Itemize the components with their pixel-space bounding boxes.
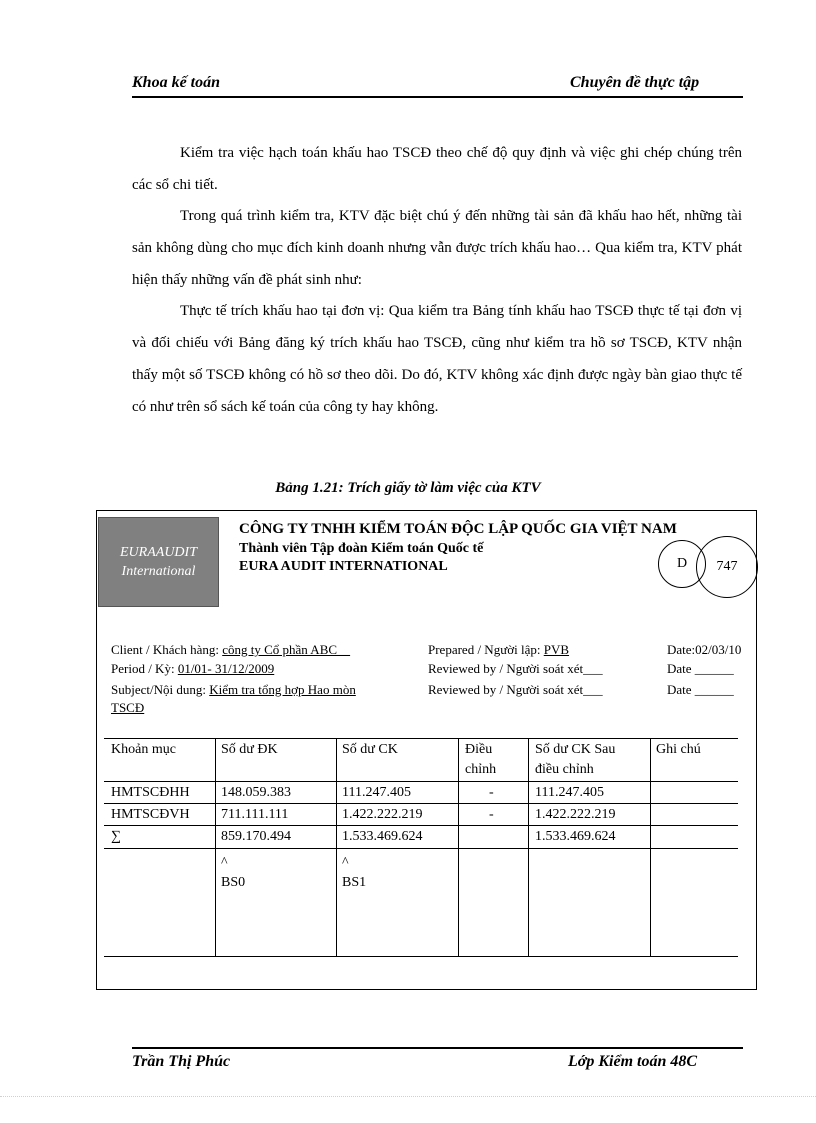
period-label: Period / Kỳ: (111, 661, 175, 676)
tickmark-col2: ^ (221, 855, 228, 870)
header-so-du-dk: Số dư ĐK (221, 742, 278, 757)
reference-letter: D (676, 556, 688, 571)
eura-audit-logo (98, 517, 219, 607)
date-reviewed-1: Date ______ (667, 661, 734, 676)
table-bottom-border (104, 956, 738, 957)
reference-number-circle (696, 536, 758, 598)
header-department: Khoa kế toán (132, 74, 221, 91)
header-so-du-sau-line-2: điều chỉnh (535, 762, 594, 777)
paragraph-2: Trong quá trình kiểm tra, KTV đặc biệt chú ý đến những tài sản đã khấu hao hết, những tài sản không dùng cho mục đích kinh doanh nhưng vẫn được trích khấu hao… Qua kiểm tra, KTV phát hiện thấy những vấn đề phát sinh như: (132, 208, 742, 288)
client-value: công ty Cổ phần ABC__ (222, 642, 351, 657)
prepared-row (428, 641, 569, 659)
row-3-so-du-sau: 1.533.469.624 (535, 829, 616, 844)
table-col-divider-5 (650, 738, 651, 956)
row-3-sum-symbol: ∑ (111, 829, 121, 844)
footer-class: Lớp Kiểm toán 48C (568, 1053, 698, 1070)
row-2-so-du-dk: 711.111.111 (221, 807, 289, 822)
page-bottom-divider (0, 1096, 816, 1097)
logo-line-1: EURAAUDIT (120, 545, 197, 560)
row-1-so-du-ck: 111.247.405 (342, 785, 411, 800)
row-1-so-du-dk: 148.059.383 (221, 785, 291, 800)
row-1-so-du-sau: 111.247.405 (535, 785, 604, 800)
subject-value-continued: TSCĐ (111, 700, 145, 715)
subject-value: Kiểm tra tổng hợp Hao mòn (209, 682, 356, 697)
row-3-so-du-ck: 1.533.469.624 (342, 829, 423, 844)
client-row (111, 641, 350, 659)
footer-author: Trần Thị Phúc (132, 1053, 231, 1070)
table-row-1-border (104, 803, 738, 804)
period-value: 01/01- 31/12/2009 (177, 661, 275, 676)
header-dieu-chinh-line-1: Điều (465, 742, 493, 757)
table-caption: Bảng 1.21: Trích giấy tờ làm việc của KTV (275, 480, 541, 496)
subject-row (111, 681, 356, 699)
company-membership: Thành viên Tập đoàn Kiểm toán Quốc tế (239, 541, 484, 556)
paragraph-1: Kiểm tra việc hạch toán khấu hao TSCĐ theo chế độ quy định và việc ghi chép chúng trên các sổ chi tiết. (132, 145, 742, 193)
table-col-divider-3 (458, 738, 459, 956)
tickmark-col3: ^ (342, 855, 349, 870)
reviewed-by-2: Reviewed by / Người soát xét___ (428, 682, 603, 697)
header-document-title: Chuyên đề thực tập (570, 74, 700, 91)
row-2-dieu-chinh: - (489, 807, 494, 822)
paragraph-3: Thực tế trích khấu hao tại đơn vị: Qua kiểm tra Bảng tính khấu hao TSCĐ thực tế tại đơn vị và đối chiếu với Bảng đăng ký trích khấu hao TSCĐ, cũng như kiểm tra hồ sơ TSCĐ, KTV nhận thấy một số TSCĐ không có hồ sơ theo dõi. Do đó, KTV không xác định được ngày bàn giao thực tế có như trên sổ sách kế toán của công ty hay không. (132, 303, 742, 415)
logo-line-2: International (121, 564, 196, 579)
header-khoan-muc: Khoản mục (111, 742, 176, 757)
table-col-divider-2 (336, 738, 337, 956)
row-1-dieu-chinh: - (489, 785, 494, 800)
reviewed-by-1: Reviewed by / Người soát xét___ (428, 661, 603, 676)
row-2-khoan-muc: HMTSCĐVH (111, 807, 190, 822)
tickmark-ref-bs0: BS0 (221, 875, 246, 890)
header-so-du-ck: Số dư CK (342, 742, 398, 757)
prepared-label: Prepared / Người lập: (428, 642, 541, 657)
table-col-divider-4 (528, 738, 529, 956)
date-prepared: Date:02/03/10 (667, 642, 742, 657)
header-so-du-sau-line-1: Số dư CK Sau (535, 742, 616, 757)
tickmark-ref-bs1: BS1 (342, 875, 367, 890)
client-label: Client / Khách hàng: (111, 642, 219, 657)
header-rule (132, 96, 743, 98)
table-header-bottom-border (104, 781, 738, 782)
header-dieu-chinh-line-2: chỉnh (465, 762, 497, 777)
reference-number: 747 (716, 559, 738, 574)
period-row (111, 660, 274, 678)
company-brand: EURA AUDIT INTERNATIONAL (239, 559, 448, 574)
header-ghi-chu: Ghi chú (656, 742, 701, 757)
table-top-border (104, 738, 738, 739)
row-3-so-du-dk: 859.170.494 (221, 829, 291, 844)
row-2-so-du-ck: 1.422.222.219 (342, 807, 423, 822)
table-col-divider-1 (215, 738, 216, 956)
prepared-value: PVB (543, 642, 570, 657)
table-row-3-border (104, 848, 738, 849)
date-reviewed-2: Date ______ (667, 682, 734, 697)
row-1-khoan-muc: HMTSCĐHH (111, 785, 190, 800)
subject-label: Subject/Nội dung: (111, 682, 206, 697)
table-row-2-border (104, 825, 738, 826)
row-2-so-du-sau: 1.422.222.219 (535, 807, 616, 822)
footer-rule (132, 1047, 743, 1049)
company-name: CÔNG TY TNHH KIỂM TOÁN ĐỘC LẬP QUỐC GIA VIỆT NAM (239, 521, 677, 537)
